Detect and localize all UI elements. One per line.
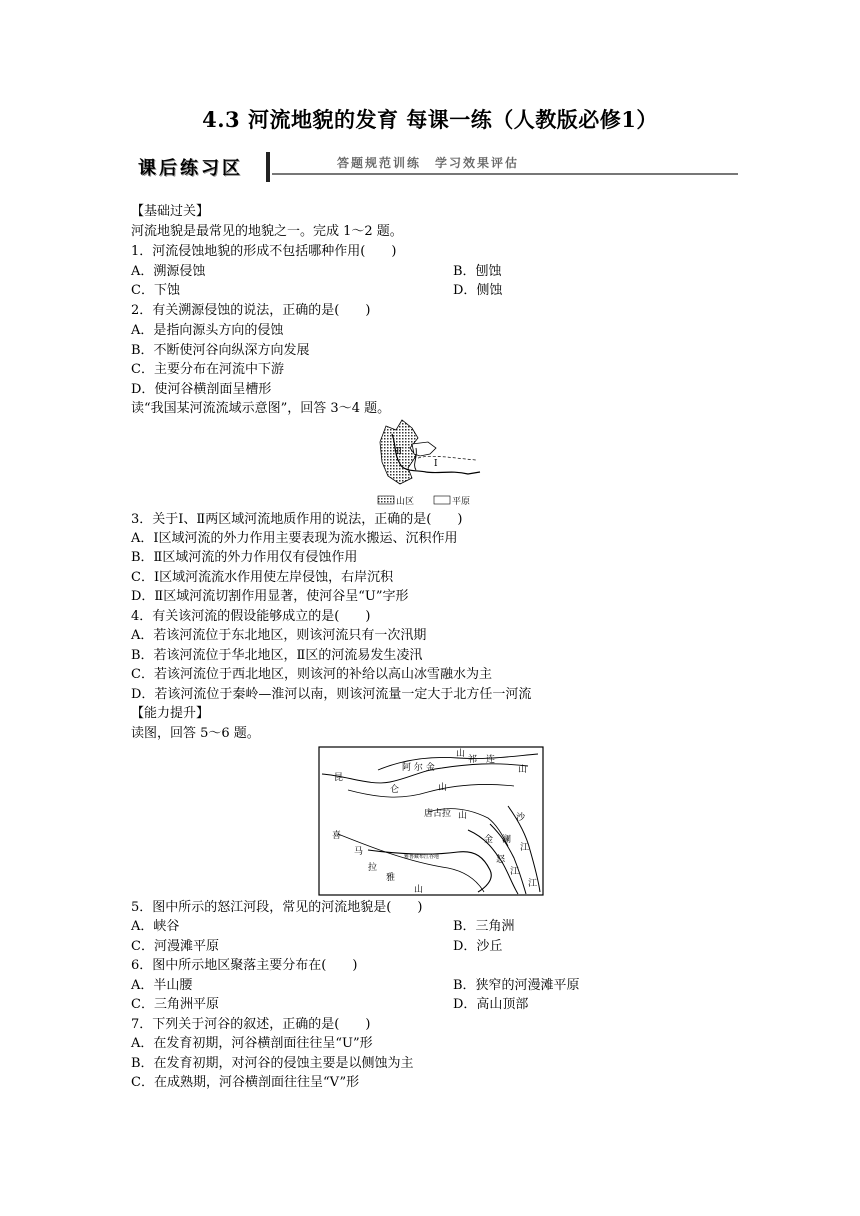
option-5b: B．三角洲 xyxy=(453,919,515,934)
question-4: 4．有关该河流的假设能够成立的是( ) xyxy=(131,609,371,624)
option-1b: B．刨蚀 xyxy=(453,264,502,279)
legend-plain-label: 平原 xyxy=(452,497,471,507)
option-4c: C．若该河流位于西北地区，则该河的补给以高山冰雪融水为主 xyxy=(131,667,492,682)
option-1d: D．侧蚀 xyxy=(453,283,503,298)
section-heading-basic: 【基础过关】 xyxy=(131,204,210,219)
option-row xyxy=(131,978,580,994)
legend-mountain-swatch xyxy=(378,496,394,504)
label-jiang-2: 江 xyxy=(510,867,520,877)
banner-label: 课后练习区 xyxy=(138,158,243,179)
label-region-ii: Ⅱ xyxy=(396,447,403,457)
label-jiang-3: 江 xyxy=(528,879,538,889)
banner-divider-bar xyxy=(266,152,270,182)
label-xi: 喜 xyxy=(332,831,342,841)
question-3: 3．关于Ⅰ、Ⅱ两区域河流地质作用的说法，正确的是( ) xyxy=(131,512,463,527)
label-lun: 仑 xyxy=(390,785,400,795)
figure-intro: 读“我国某河流流域示意图”，回答 3～4 题。 xyxy=(131,401,391,416)
label-shan-5: 山 xyxy=(414,885,424,895)
option-1a: A．溯源侵蚀 xyxy=(131,264,206,279)
banner-rule xyxy=(272,173,738,175)
option-4a: A．若该河流位于东北地区，则该河流只有一次汛期 xyxy=(131,628,427,643)
figure-intro-2: 读图，回答 5～6 题。 xyxy=(131,726,260,741)
option-row xyxy=(131,939,503,955)
option-row xyxy=(131,283,503,299)
label-shan-3: 山 xyxy=(518,765,528,775)
label-altun: 阿 尔 金 xyxy=(402,763,435,773)
legend-plain-swatch xyxy=(434,496,450,504)
option-5a: A．峡谷 xyxy=(131,919,180,934)
question-7: 7．下列关于河谷的叙述，正确的是( ) xyxy=(131,1017,371,1032)
option-6a: A．半山腰 xyxy=(131,978,193,993)
question-6: 6．图中所示地区聚落主要分布在( ) xyxy=(131,958,358,973)
option-3b: B．Ⅱ区域河流的外力作用仅有侵蚀作用 xyxy=(131,550,358,565)
option-2c: C．主要分布在河流中下游 xyxy=(131,362,284,377)
option-1c: C．下蚀 xyxy=(131,283,180,298)
label-jiang-1: 江 xyxy=(520,843,530,853)
label-qilian: 祁 连 xyxy=(468,755,496,765)
label-la: 拉 xyxy=(368,863,378,873)
option-6d: D．高山顶部 xyxy=(453,997,529,1012)
label-ya: 雅 xyxy=(386,873,396,883)
section-banner xyxy=(132,148,738,188)
option-7c: C．在成熟期，河谷横剖面往往呈“V”形 xyxy=(131,1075,360,1090)
option-6b: B．狭窄的河漫滩平原 xyxy=(453,978,580,993)
option-row xyxy=(131,264,502,280)
intro-text: 河流地貌是最常见的地貌之一。完成 1～2 题。 xyxy=(131,224,403,239)
option-7b: B．在发育初期，对河谷的侵蚀主要是以侧蚀为主 xyxy=(131,1056,414,1071)
river-basin-map xyxy=(372,414,490,510)
plain-region xyxy=(412,442,436,456)
page-title: 4.3 河流地貌的发育 每课一练（人教版必修1） xyxy=(202,107,658,132)
question-5: 5．图中所示的怒江河段，常见的河流地貌是( ) xyxy=(131,900,423,915)
label-nu: 怒 xyxy=(496,855,506,865)
option-2d: D．使河谷横剖面呈槽形 xyxy=(131,382,272,397)
option-5c: C．河漫滩平原 xyxy=(131,939,219,954)
label-region-i: Ⅰ xyxy=(434,459,438,469)
option-3d: D．Ⅱ区域河流切割作用显著，使河谷呈“U”字形 xyxy=(131,589,409,604)
banner-subtitle: 答题规范训练 学习效果评估 xyxy=(337,156,520,170)
label-lan: 澜 xyxy=(502,835,512,845)
label-shan-2: 山 xyxy=(456,749,466,759)
question-1: 1．河流侵蚀地貌的形成不包括哪种作用( ) xyxy=(131,244,397,259)
option-5d: D．沙丘 xyxy=(453,939,503,954)
option-2b: B．不断使河谷向纵深方向发展 xyxy=(131,343,310,358)
label-kun: 昆 xyxy=(334,773,344,783)
label-tanggula: 唐古拉 xyxy=(424,809,452,819)
option-4b: B．若该河流位于华北地区，Ⅱ区的河流易发生凌汛 xyxy=(131,648,423,663)
option-2a: A．是指向源头方向的侵蚀 xyxy=(131,323,284,338)
question-2: 2．有关溯源侵蚀的说法，正确的是( ) xyxy=(131,303,371,318)
option-6c: C．三角洲平原 xyxy=(131,997,219,1012)
legend-mountain-label: 山区 xyxy=(396,497,415,507)
option-7a: A．在发育初期，河谷横剖面往往呈“U”形 xyxy=(131,1036,373,1051)
label-jin: 金 xyxy=(484,835,494,845)
label-ma: 马 xyxy=(354,847,364,857)
label-shan-1: 山 xyxy=(438,783,448,793)
southwest-china-map xyxy=(318,746,544,896)
label-shan-4: 山 xyxy=(458,811,468,821)
section-heading-advanced: 【能力提升】 xyxy=(131,706,210,721)
option-row xyxy=(131,919,515,935)
label-sha: 沙 xyxy=(516,813,526,823)
option-3a: A．Ⅰ区域河流的外力作用主要表现为流水搬运、沉积作用 xyxy=(131,531,458,546)
option-4d: D．若该河流位于秦岭—淮河以南，则该河流量一定大于北方任一河流 xyxy=(131,687,532,702)
option-row xyxy=(131,997,529,1013)
label-yarlung-valley: 雅鲁藏布江谷地 xyxy=(404,854,440,860)
basin-boundary xyxy=(418,456,476,460)
option-3c: C．Ⅰ区域河流流水作用使左岸侵蚀，右岸沉积 xyxy=(131,570,394,585)
